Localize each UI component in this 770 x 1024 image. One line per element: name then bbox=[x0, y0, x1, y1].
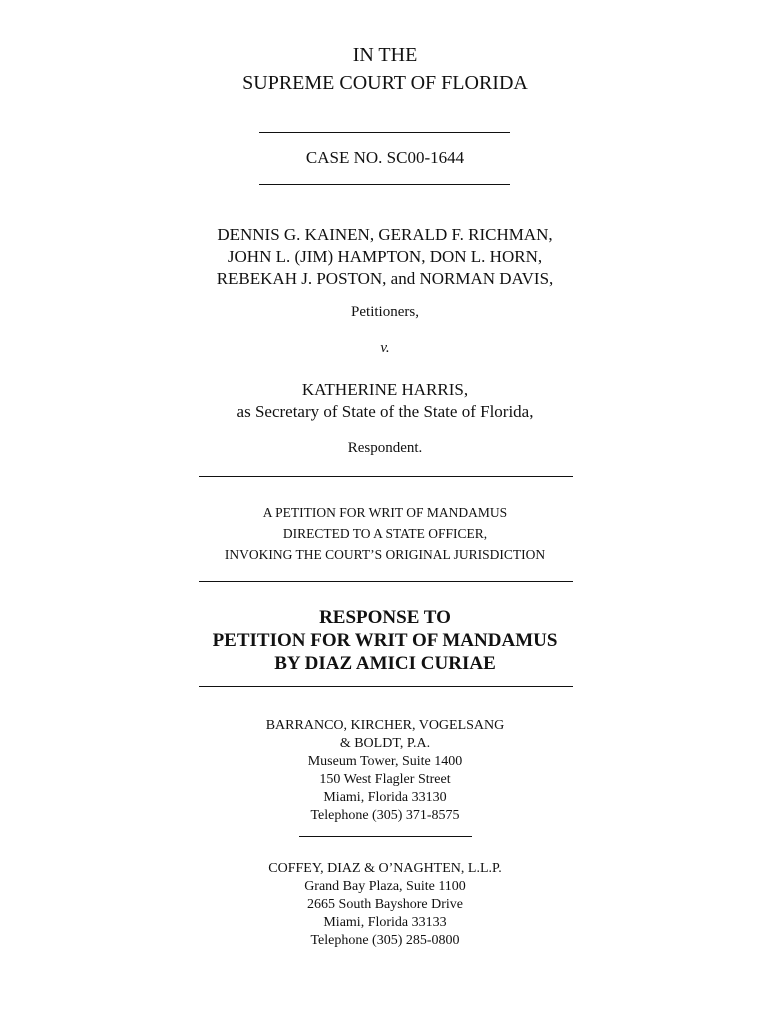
petitioners-names-line-1: DENNIS G. KAINEN, GERALD F. RICHMAN, bbox=[217, 225, 553, 244]
respondent-name: KATHERINE HARRIS, bbox=[301, 380, 469, 399]
petitioners-names-line-2: JOHN L. (JIM) HAMPTON, DON L. HORN, bbox=[227, 247, 543, 266]
counsel-1-city: Miami, Florida 33130 bbox=[323, 790, 447, 805]
case-number-top-rule bbox=[259, 132, 510, 133]
counsel-2-firm: COFFEY, DIAZ & O’NAGHTEN, L.L.P. bbox=[268, 861, 502, 876]
section-rule-2 bbox=[199, 581, 573, 582]
document-title-line-3: BY DIAZ AMICI CURIAE bbox=[274, 653, 496, 674]
counsel-separator-rule bbox=[299, 836, 472, 837]
court-line-2: SUPREME COURT OF FLORIDA bbox=[242, 72, 528, 94]
counsel-1-address-line-1: Museum Tower, Suite 1400 bbox=[307, 754, 463, 769]
petitioners-names-line-3: REBEKAH J. POSTON, and NORMAN DAVIS, bbox=[216, 269, 554, 288]
respondent-title: as Secretary of State of the State of Florida, bbox=[236, 402, 534, 421]
counsel-1-firm-line-2: & BOLDT, P.A. bbox=[339, 736, 431, 751]
case-number-bottom-rule bbox=[259, 184, 510, 185]
section-rule-3 bbox=[199, 686, 573, 687]
respondent-role: Respondent. bbox=[347, 440, 423, 456]
document-title-line-1: RESPONSE TO bbox=[319, 607, 451, 628]
counsel-2-address-line-1: Grand Bay Plaza, Suite 1100 bbox=[304, 879, 466, 894]
case-number: CASE NO. SC00-1644 bbox=[305, 148, 465, 167]
document-title-line-2: PETITION FOR WRIT OF MANDAMUS bbox=[212, 630, 558, 651]
counsel-2-city: Miami, Florida 33133 bbox=[323, 915, 447, 930]
petition-description-line-1: A PETITION FOR WRIT OF MANDAMUS bbox=[262, 505, 508, 520]
counsel-1-firm-line-1: BARRANCO, KIRCHER, VOGELSANG bbox=[265, 718, 505, 733]
court-line-1: IN THE bbox=[352, 44, 418, 66]
counsel-1-telephone: Telephone (305) 371-8575 bbox=[310, 808, 460, 823]
petition-description-line-3: INVOKING THE COURT’S ORIGINAL JURISDICTION bbox=[224, 547, 546, 562]
section-rule-1 bbox=[199, 476, 573, 477]
petitioners-role: Petitioners, bbox=[351, 304, 419, 320]
counsel-2-telephone: Telephone (305) 285-0800 bbox=[310, 933, 460, 948]
petition-description-line-2: DIRECTED TO A STATE OFFICER, bbox=[282, 526, 488, 541]
counsel-1-address-line-2: 150 West Flagler Street bbox=[319, 772, 451, 787]
versus: v. bbox=[380, 340, 390, 356]
counsel-2-address-line-2: 2665 South Bayshore Drive bbox=[307, 897, 463, 912]
